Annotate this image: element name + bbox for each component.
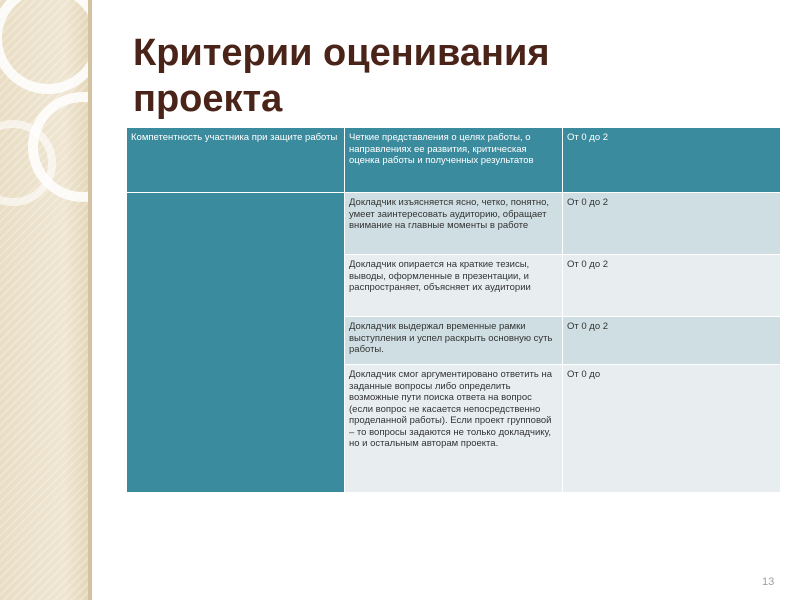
indicator-cell: Докладчик опирается на краткие тезисы, выводы, оформленные в презентации, и распространяет, объясняет их аудитории (345, 255, 563, 317)
score-cell: От 0 до (563, 365, 781, 493)
criterion-merged-cell (127, 193, 345, 493)
score-cell: От 0 до 2 (563, 255, 781, 317)
criterion-cell: Компетентность участника при защите работы (127, 128, 345, 193)
criteria-table (126, 127, 781, 493)
table-row (127, 193, 781, 255)
score-cell: От 0 до 2 (563, 317, 781, 365)
table-header-row (127, 128, 781, 193)
slide-title (133, 30, 733, 122)
slide-title-line1: Критерии оценивания (133, 32, 550, 74)
indicator-cell: Докладчик изъясняется ясно, четко, понятно, умеет заинтересовать аудиторию, обращает внимание на главные моменты в работе (345, 193, 563, 255)
indicator-cell: Докладчик выдержал временные рамки выступления и успел раскрыть основную суть работы. (345, 317, 563, 365)
page-number: 13 (762, 576, 775, 588)
score-cell: От 0 до 2 (563, 193, 781, 255)
score-cell: От 0 до 2 (563, 128, 781, 193)
indicator-cell: Докладчик смог аргументировано ответить на заданные вопросы либо определить возможные пути поиска ответа на вопрос (если вопрос не касается непосредственно проделанной работы). Если проект групповой – то вопросы задаются не только докладчику, но и остальным авторам проекта. (345, 365, 563, 493)
decorative-ring (0, 0, 92, 94)
slide-title-line2: проекта (133, 78, 283, 120)
decorative-sidebar (0, 0, 92, 600)
indicator-cell: Четкие представления о целях работы, о направлениях ее развития, критическая оценка работы и полученных результатов (345, 128, 563, 193)
sidebar-edge (88, 0, 92, 600)
